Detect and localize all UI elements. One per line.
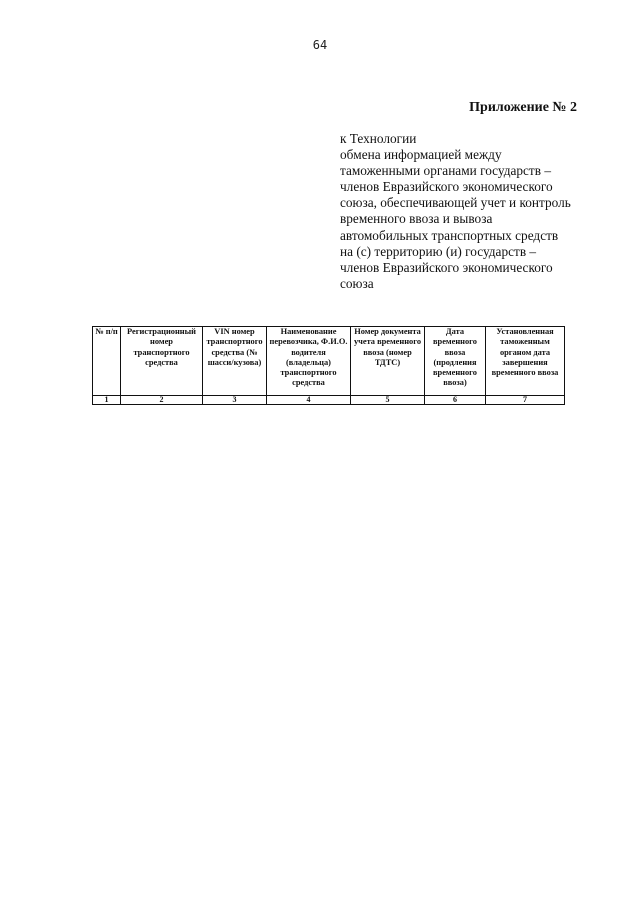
header-cell-carrier: Наименование перевозчика, Ф.И.О. водителя (владельца) транспортного средства: [267, 327, 351, 396]
preamble-line: к Технологии: [340, 131, 417, 146]
column-number-cell: 6: [425, 396, 486, 405]
page-number: 64: [312, 38, 328, 52]
column-number-cell: 1: [93, 396, 121, 405]
column-number-cell: 4: [267, 396, 351, 405]
preamble-line: на (с) территорию (и) государств –: [340, 243, 537, 259]
preamble-line: временного ввоза и вывоза: [340, 211, 493, 227]
header-cell-registration-number: Регистрационный номер транспортного средства: [121, 327, 203, 396]
column-number-row: [93, 396, 565, 405]
appendix-title: Приложение № 2: [469, 100, 577, 115]
preamble-line: таможенными органами государств –: [340, 163, 551, 179]
preamble: [340, 131, 590, 292]
header-cell-number: № п/п: [93, 327, 121, 396]
header-cell-vin: VIN номер транспортного средства (№ шасси/кузова): [203, 327, 267, 396]
register-table: [92, 326, 565, 405]
header-cell-completion-date: Установленная таможенным органом дата завершения временного ввоза: [486, 327, 565, 396]
preamble-line: членов Евразийского экономического: [340, 179, 553, 195]
preamble-line: союза, обеспечивающей учет и контроль: [340, 195, 571, 211]
column-number-cell: 2: [121, 396, 203, 405]
column-number-cell: 5: [351, 396, 425, 405]
preamble-line: членов Евразийского экономического: [340, 259, 553, 275]
column-number-cell: 3: [203, 396, 267, 405]
preamble-line: союза: [340, 275, 374, 291]
preamble-line: автомобильных транспортных средств: [340, 227, 559, 243]
header-cell-import-date: Дата временного ввоза (продления временного ввоза): [425, 327, 486, 396]
column-number-cell: 7: [486, 396, 565, 405]
preamble-line: обмена информацией между: [340, 147, 502, 163]
header-cell-document-number: Номер документа учета временного ввоза (номер ТДТС): [351, 327, 425, 396]
table-header-row: [93, 327, 565, 396]
